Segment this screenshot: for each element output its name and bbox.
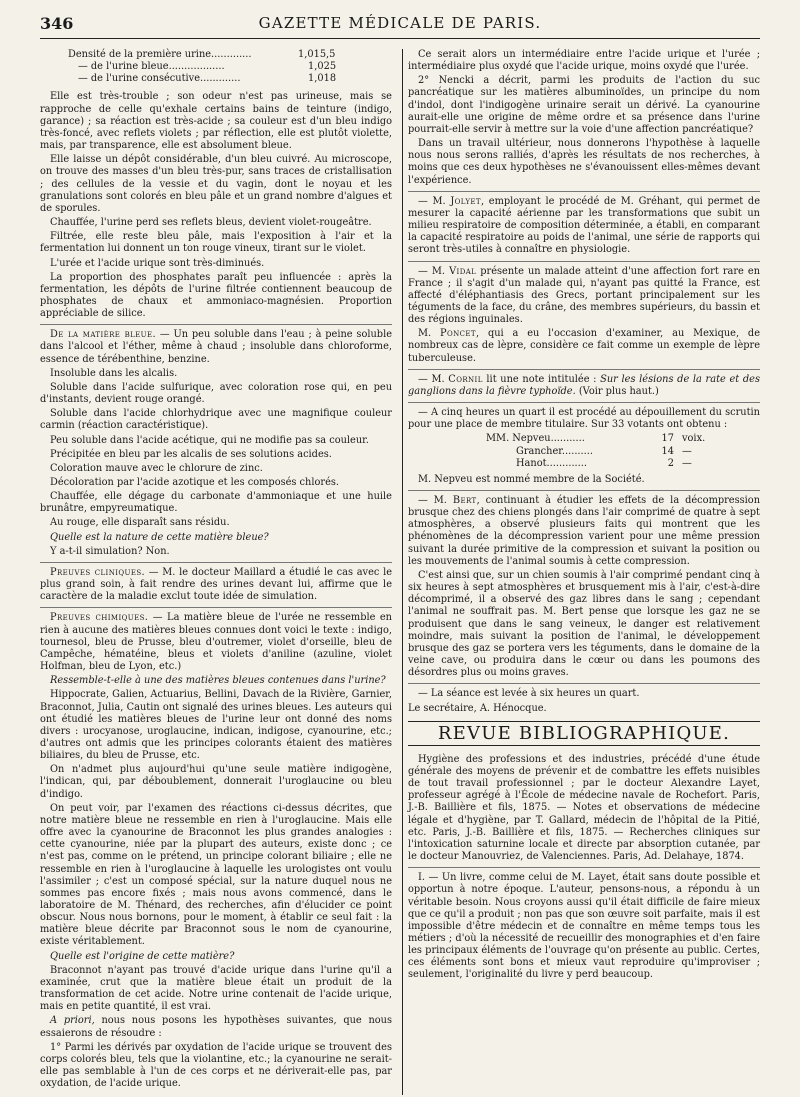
property-line: Peu soluble dans l'acide acétique, qui ne modifie pas sa couleur. (50, 434, 369, 446)
communication-jolyet (408, 196, 760, 257)
density-label: — de l'urine consécutive............. (78, 73, 241, 85)
question-heading: Quelle est l'origine de cette matière? (50, 950, 235, 962)
section-separator (40, 324, 392, 325)
communication-text: (Voir plus haut.) (575, 385, 659, 397)
candidate-name: MM. Nepveu........... (486, 433, 585, 445)
page-header (40, 14, 760, 39)
density-row (68, 49, 392, 61)
section-heading: Preuves chimiques. (50, 612, 149, 624)
paragraph: On peut voir, par l'examen des réactions ci-dessus décrites, que notre matière bleue ne ressemble en rien à l'uroglaucine. Mais elle offre avec la cyanourine de Braconnot les plus grandes analogies : cette cyanourine, niée par la plupart des auteurs, existe donc ; ce n'est pas, comme on le prétend, un principe colorant biliaire ; elle ne ressemble en rien à l'uroglaucine à laquelle les urologistes ont voulu l'assimiler ; c'est un composé spécial, sur la nature duquel nous ne sommes pas encore fixés ; mais nous avons commencé, dans le laboratoire de M. Thénard, des recherches, afin d'élucider ce point obscur. Nous nous bornons, pour le moment, à établir ce seul fait : la matière bleue décrite par Braconnot sous le nom de cyanourine, existe véritablement. (40, 802, 392, 948)
paragraph: 2° Nencki a décrit, parmi les produits de l'action du suc pancréatique sur les matières albuminoïdes, un principe du nom d'indol, dont l'indigogène urinaire serait un dérivé. La cyanourine aurait-elle une origine de même ordre et sa présence dans l'urine pourrait-elle servir à mettre sur la voie d'une affection pancréatique? (408, 75, 760, 135)
apriori-term: A priori, (50, 1015, 95, 1027)
section-preuves-chimiques (40, 612, 392, 673)
signature: Le secrétaire, A. Hénocque. (408, 702, 547, 714)
prefix: M. (418, 328, 440, 340)
property-line: Décoloration par l'acide azotique et les composés chlorés. (50, 477, 340, 488)
section-preuves-cliniques (40, 567, 392, 603)
paragraph: — La séance est levée à six heures un quart. (418, 688, 640, 700)
section-separator (40, 562, 392, 563)
density-row (68, 61, 392, 73)
communication-text: , continuant à étudier les effets de la décompression brusque chez des chiens plongés dans l'air comprimé de quatre à sept atmosphères, a observé plusieurs faits qui montrent que les phénomènes de la décompression varient pour une même pression suivant la durée primitive de la compression et suivant la position ou les mouvements de l'animal soumis à cette compression. (408, 495, 761, 567)
vote-table (486, 433, 760, 469)
section-separator (40, 607, 392, 608)
bibliography-entry: Hygiène des professions et des industries, précédé d'une étude générale des moyens de prévenir et de combattre les effets nuisibles de tout travail professionnel ; par le docteur Alexandre Layet, professeur agrégé à l'École de médecine navale de Rochefort. Paris, J.-B. Baillière et fils, 1875. — Notes et observations de médecine légale et d'hygiène, par T. Gallard, médecin de l'hôpital de la Pitié, etc. Paris, J.-B. Baillière et fils, 1875. — Recherches cliniques sur l'intoxication saturnine locale et directe par absorption cutanée, par le docteur Manouvriez, de Valenciennes. Paris, Ad. Delahaye, 1874. (408, 753, 760, 863)
communication-bert (408, 495, 760, 568)
paragraph: Hippocrate, Galien, Actuarius, Bellini, Davach de la Rivière, Garnier, Braconnot, Julia, Cautin ont signalé des urines bleues. Les auteurs qui ont étudié les matières bleues de l'urine leur ont donné des noms divers : urocyanose, uroglaucine, indican, indigose, cyanourine, etc.; d'autres ont admis que les principes colorants étaient des matières biliaires, du bleu de Prusse, etc. (40, 689, 392, 762)
property-line: Au rouge, elle disparaît sans résidu. (50, 517, 230, 529)
prefix: — M. (418, 195, 451, 207)
density-label: Densité de la première urine............. (68, 49, 252, 60)
section-title: REVUE BIBLIOGRAPHIQUE. (408, 721, 760, 746)
vote-count: 14 (661, 445, 674, 457)
note-title: Sur les lésions de la rate et des ganglions dans la fièvre typhoïde. (408, 373, 760, 397)
speaker-name: Bert (452, 495, 477, 506)
communication-text: présente un malade atteint d'une affection fort rare en France ; il s'agit d'un malade qui, n'ayant pas quitté la France, est affecté d'éléphantiasis des Grecs, portant principalement sur les téguments de la face, du crâne, des membres supérieurs, du bassin et des régions inguinales. (408, 265, 761, 326)
communication-vidal (408, 266, 760, 327)
section-matiere-bleue (40, 329, 392, 365)
section-separator (408, 402, 760, 403)
prefix: — M. (418, 495, 453, 506)
paragraph: Y a-t-il simulation? Non. (50, 545, 170, 557)
communication-cornil (408, 374, 760, 398)
property-line: Précipitée en bleu par les alcalis de ses solutions acides. (50, 448, 332, 460)
paragraph: L'urée et l'acide urique sont très-diminués. (50, 257, 265, 269)
paragraph: I. — Un livre, comme celui de M. Layet, était sans doute possible et opportun à notre époque. L'auteur, pensons-nous, a répondu à un véritable besoin. Nous croyons aussi qu'il était difficile de faire mieux que ce qu'il a produit ; non pas que son œuvre soit parfaite, mais il est impossible d'être médecin et de connaître en même temps tous les métiers ; d'où la nécessité de recueillir des monographies et d'en faire les principaux éléments de l'ouvrage qu'on présente au public. Certes, ces éléments sont bons et mieux vaut reproduire qu'improviser ; seulement, l'originalité du livre y perd beaucoup. (408, 872, 760, 981)
communication-poncet (408, 328, 760, 364)
vote-row (486, 458, 760, 470)
paragraph: Braconnot n'ayant pas trouvé d'acide urique dans l'urine qu'il a examinée, crut que la matière bleue était un produit de la transformation de cet acide. Notre urine contenait de l'acide urique, mais en petite quantité, il est vrai. (40, 964, 392, 1013)
paragraph: — A cinq heures un quart il est procédé au dépouillement du scrutin pour une place de membre titulaire. Sur 33 votants ont obtenu : (408, 407, 760, 431)
paragraph-apriori (40, 1015, 392, 1039)
prefix: — M. (418, 265, 450, 277)
two-column-body (40, 49, 760, 1092)
vote-unit: — (682, 457, 692, 469)
density-label: — de l'urine bleue.................. (78, 61, 225, 73)
speaker-name: Poncet (440, 328, 476, 340)
section-text: — La matière bleue de l'urée ne ressemble en rien à aucune des matières bleues connues dont voici le texte : indigo, tournesol, bleu de Prusse, bleu d'outremer, violet d'orseille, bleu de Campêche, hématéine, bleus et violets d'aniline (azuline, violet Holfman, bleu de Lyon, etc.) (40, 612, 392, 673)
vote-unit: — (682, 445, 692, 457)
paragraph: Dans un travail ultérieur, nous donnerons l'hypothèse à laquelle nous nous serons ralliés, d'après les résultats de nos recherches, à moins que ces deux hypothèses ne s'évanouissent elles-mêmes devant l'expérience. (408, 138, 760, 186)
paragraph: Ce serait alors un intermédiaire entre l'acide urique et l'urée ; intermédiaire plus oxydé que l'acide urique, moins oxydé que l'urée. (408, 49, 760, 73)
paragraph: La proportion des phosphates paraît peu influencée : après la fermentation, les dépôts de l'urine filtrée contiennent beaucoup de phosphates de chaux et ammoniaco-magnésien. Proportion appréciable de silice. (40, 271, 392, 320)
left-column (40, 49, 392, 1092)
speaker-name: Vidal (449, 265, 477, 277)
vote-row (486, 446, 760, 458)
section-separator (408, 867, 760, 868)
section-text: — Un peu soluble dans l'eau ; à peine soluble dans l'alcool et l'éther, même à chaud ; insoluble dans chloroforme, essence de térébenthine, benzine. (40, 329, 392, 365)
property-line: Coloration mauve avec le chlorure de zinc. (50, 462, 263, 474)
property-line: Soluble dans l'acide sulfurique, avec coloration rose qui, en peu d'instants, devient rouge orangé. (40, 381, 392, 406)
density-row (68, 73, 392, 85)
section-separator (408, 369, 760, 370)
section-separator (408, 490, 760, 491)
communication-text: lit une note intitulée : (482, 373, 601, 385)
communication-text: , qui a eu l'occasion d'examiner, au Mexique, de nombreux cas de lèpre, considère ce fait comme un exemple de lèpre tuberculeuse. (408, 328, 760, 364)
paragraph: On n'admet plus aujourd'hui qu'une seule matière indigogène, l'indican, qui, par déboublement, donnerait l'uroglaucine ou bleu d'indigo. (40, 764, 392, 800)
section-heading: De la matière bleue. (50, 329, 156, 341)
running-title: GAZETTE MÉDICALE DE PARIS. (258, 14, 542, 32)
section-heading: Preuves cliniques. (50, 566, 146, 578)
paragraph: Elle laisse un dépôt considérable, d'un bleu cuivré. Au microscope, on trouve des masses d'un bleu très-pur, sans traces de cristallisation ; des cellules de la vessie et du vagin, dont le noyau et les granulations sont colorés en bleu pâle et un grand nombre d'algues et de sporules. (40, 154, 392, 214)
property-line: Soluble dans l'acide chlorhydrique avec une magnifique couleur carmin (réaction caractéristique). (40, 408, 392, 432)
paragraph: Filtrée, elle reste bleu pâle, mais l'exposition à l'air et la fermentation lui donnent un ton rouge vineux, tirant sur le violet. (40, 231, 392, 255)
communication-text: , employant le procédé de M. Gréhant, qui permet de mesurer la capacité aérienne par les transformations que subit un milieu respiratoire de composition déterminée, a établi, en comparant la capacité respiratoire au poids de l'animal, une série de rapports qui seront très-utiles à connaître en physiologie. (408, 195, 760, 256)
question-heading: Quelle est la nature de cette matière bleue? (50, 531, 269, 543)
vote-row (486, 433, 760, 445)
right-column (408, 49, 760, 1092)
density-value: 1,015,5 (298, 49, 336, 60)
section-separator (408, 191, 760, 192)
speaker-name: Cornil (448, 373, 483, 385)
speaker-name: Jolyet (450, 195, 481, 207)
density-table (68, 49, 392, 85)
density-value: 1,018 (308, 73, 337, 85)
paragraph: Chauffée, l'urine perd ses reflets bleus, devient violet-rougeâtre. (50, 217, 372, 229)
vote-count: 17 (661, 433, 674, 445)
prefix: — M. (418, 373, 449, 385)
paragraph: Elle est très-trouble ; son odeur n'est pas urineuse, mais se rapproche de celle qu'exhale certains bains de teinture (indigo, garance) ; sa réaction est très-acide ; sa couleur est d'un bleu indigo très-foncé, avec reflets violets ; par réflection, elle est plutôt violette, mais, par transparence, elle est absolument bleue. (40, 91, 392, 152)
paragraph: M. Nepveu est nommé membre de la Société. (418, 473, 645, 485)
paragraph: C'est ainsi que, sur un chien soumis à l'air comprimé pendant cinq à six heures à sept atmosphères et brusquement mis à l'air, c'est-à-dire décomprimé, il a observé des gaz libres dans le sang ; cependant l'animal ne souffrait pas. M. Bert pense que lorsque les gaz ne se produisent que dans le sang veineux, le danger est relativement moindre, mais suivant la position de l'animal, le développement brusque des gaz se portera vers les téguments, dans le domaine de la veine cave, ou produira dans le cœur ou dans les poumons des désordres plus ou moins graves. (408, 569, 760, 679)
paragraph: 1° Parmi les dérivés par oxydation de l'acide urique se trouvent des corps colorés bleu, tels que la violantine, etc.; la cyanourine ne serait-elle pas semblable à l'un de ces corps et ne dériverait-elle pas, par oxydation, de l'acide urique. (40, 1041, 392, 1090)
vote-unit: voix. (682, 433, 706, 445)
vote-count: 2 (667, 457, 674, 469)
question-heading: Ressemble-t-elle à une des matières bleues contenues dans l'urine? (50, 675, 386, 687)
section-separator (408, 683, 760, 684)
candidate-name: Grancher.......... (516, 445, 594, 457)
section-separator (408, 261, 760, 262)
property-line: Insoluble dans les alcalis. (50, 367, 178, 379)
candidate-name: Hanot............. (516, 457, 588, 469)
section-text: — M. le docteur Maillard a étudié le cas avec le plus grand soin, à fait rendre des urines devant lui, affirme que le caractère de la maladie exclut toute idée de simulation. (40, 566, 392, 603)
column-divider (402, 49, 403, 1095)
paragraph-text: nous nous posons les hypothèses suivantes, que nous essaierons de résoudre : (40, 1015, 392, 1039)
density-value: 1,025 (308, 61, 337, 73)
page-number: 346 (40, 14, 74, 33)
property-line: Chauffée, elle dégage du carbonate d'ammoniaque et une huile brunâtre, empyreumatique. (40, 491, 392, 515)
